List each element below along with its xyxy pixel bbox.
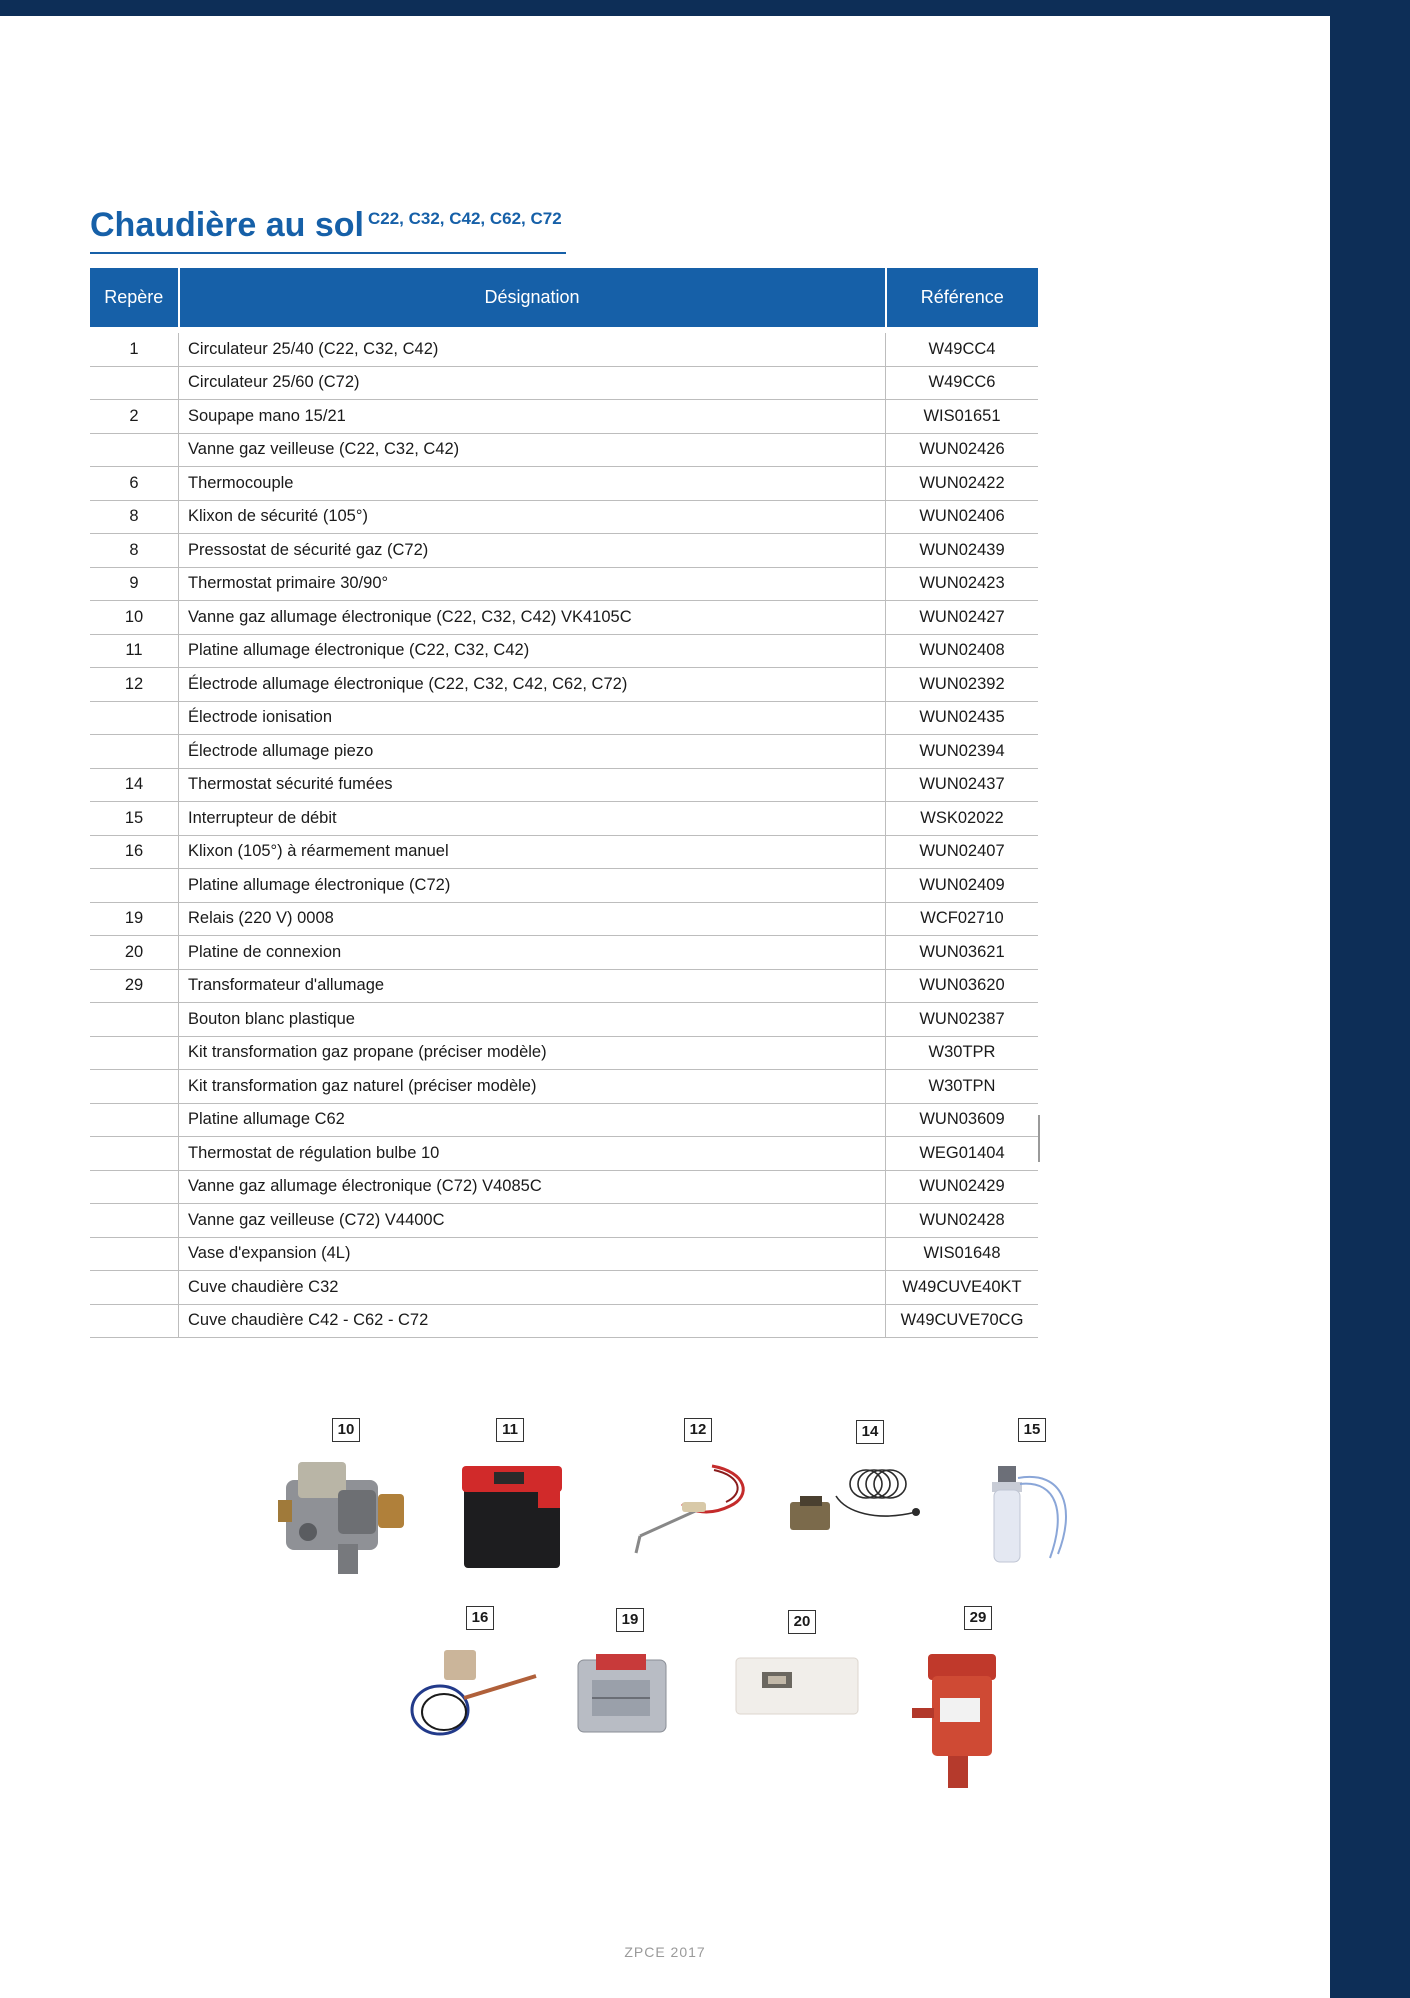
- designation-cell: Kit transformation gaz propane (préciser modèle): [179, 1036, 886, 1070]
- relay-photo: [568, 1650, 678, 1745]
- table-header-row: [90, 268, 1038, 330]
- repere-cell: 9: [90, 567, 179, 601]
- table-row: [90, 768, 1038, 802]
- reference-cell: WIS01651: [886, 400, 1039, 434]
- table-row: [90, 835, 1038, 869]
- photo-number-12: 12: [684, 1418, 712, 1442]
- repere-cell: 1: [90, 330, 179, 366]
- designation-cell: Vase d'expansion (4L): [179, 1237, 886, 1271]
- repere-cell: [90, 1170, 179, 1204]
- table-row: [90, 802, 1038, 836]
- reference-cell: W30TPN: [886, 1070, 1039, 1104]
- repere-cell: [90, 701, 179, 735]
- repere-cell: [90, 869, 179, 903]
- reference-cell: WUN02423: [886, 567, 1039, 601]
- repere-cell: [90, 1271, 179, 1305]
- margin-tick: [1038, 1115, 1040, 1162]
- reference-cell: W49CUVE40KT: [886, 1271, 1039, 1305]
- repere-cell: [90, 1304, 179, 1338]
- reference-cell: WUN02426: [886, 433, 1039, 467]
- reference-cell: WUN02439: [886, 534, 1039, 568]
- photo-number-29: 29: [964, 1606, 992, 1630]
- designation-cell: Klixon de sécurité (105°): [179, 500, 886, 534]
- designation-cell: Platine allumage électronique (C72): [179, 869, 886, 903]
- table-row: [90, 735, 1038, 769]
- flue-thermostat-photo: [786, 1462, 926, 1542]
- reference-cell: WUN02427: [886, 601, 1039, 635]
- table-row: [90, 1204, 1038, 1238]
- photo-number-11: 11: [496, 1418, 524, 1442]
- reference-cell: W30TPR: [886, 1036, 1039, 1070]
- header-designation: Désignation: [179, 268, 886, 330]
- table-row: [90, 1170, 1038, 1204]
- photo-number-15: 15: [1018, 1418, 1046, 1442]
- reference-cell: WUN02437: [886, 768, 1039, 802]
- table-row: [90, 1036, 1038, 1070]
- repere-cell: 8: [90, 500, 179, 534]
- designation-cell: Platine allumage C62: [179, 1103, 886, 1137]
- designation-cell: Circulateur 25/60 (C72): [179, 366, 886, 400]
- table-row: [90, 1237, 1038, 1271]
- repere-cell: 8: [90, 534, 179, 568]
- reference-cell: WUN03609: [886, 1103, 1039, 1137]
- designation-cell: Platine de connexion: [179, 936, 886, 970]
- photo-number-16: 16: [466, 1606, 494, 1630]
- reference-cell: WUN02409: [886, 869, 1039, 903]
- designation-cell: Interrupteur de débit: [179, 802, 886, 836]
- designation-cell: Kit transformation gaz naturel (préciser modèle): [179, 1070, 886, 1104]
- repere-cell: [90, 735, 179, 769]
- header-reference: Référence: [886, 268, 1039, 330]
- reference-cell: WUN02429: [886, 1170, 1039, 1204]
- repere-cell: [90, 1103, 179, 1137]
- electrode-photo: [622, 1458, 757, 1558]
- designation-cell: Transformateur d'allumage: [179, 969, 886, 1003]
- repere-cell: 10: [90, 601, 179, 635]
- designation-cell: Électrode allumage électronique (C22, C32, C42, C62, C72): [179, 668, 886, 702]
- reference-cell: WUN02392: [886, 668, 1039, 702]
- reference-cell: WUN02394: [886, 735, 1039, 769]
- designation-cell: Thermostat de régulation bulbe 10: [179, 1137, 886, 1171]
- designation-cell: Relais (220 V) 0008: [179, 902, 886, 936]
- repere-cell: 2: [90, 400, 179, 434]
- reference-cell: WUN03621: [886, 936, 1039, 970]
- reference-cell: WIS01648: [886, 1237, 1039, 1271]
- designation-cell: Vanne gaz veilleuse (C72) V4400C: [179, 1204, 886, 1238]
- table-row: [90, 1070, 1038, 1104]
- header-repere: Repère: [90, 268, 179, 330]
- connection-board-photo: [732, 1648, 862, 1728]
- gas-valve-photo: [278, 1452, 418, 1582]
- repere-cell: [90, 1036, 179, 1070]
- footer: ZPCE 2017: [624, 1944, 706, 1960]
- designation-cell: Électrode ionisation: [179, 701, 886, 735]
- designation-cell: Circulateur 25/40 (C22, C32, C42): [179, 330, 886, 366]
- ignition-board-photo: [458, 1458, 568, 1573]
- top-bar: [0, 0, 1330, 16]
- table-row: [90, 400, 1038, 434]
- table-row: [90, 634, 1038, 668]
- photo-number-10: 10: [332, 1418, 360, 1442]
- table-row: [90, 701, 1038, 735]
- reference-cell: WCF02710: [886, 902, 1039, 936]
- table-row: [90, 366, 1038, 400]
- table-row: [90, 1271, 1038, 1305]
- reference-cell: WUN02407: [886, 835, 1039, 869]
- repere-cell: [90, 1003, 179, 1037]
- photo-number-20: 20: [788, 1610, 816, 1634]
- parts-table-body: [90, 330, 1038, 1338]
- designation-cell: Soupape mano 15/21: [179, 400, 886, 434]
- reference-cell: WUN02406: [886, 500, 1039, 534]
- table-row: [90, 1137, 1038, 1171]
- photo-number-19: 19: [616, 1608, 644, 1632]
- repere-cell: [90, 1237, 179, 1271]
- reference-cell: W49CUVE70CG: [886, 1304, 1039, 1338]
- repere-cell: 11: [90, 634, 179, 668]
- table-row: [90, 969, 1038, 1003]
- parts-table: [90, 268, 1038, 1338]
- table-row: [90, 567, 1038, 601]
- designation-cell: Cuve chaudière C42 - C62 - C72: [179, 1304, 886, 1338]
- designation-cell: Vanne gaz veilleuse (C22, C32, C42): [179, 433, 886, 467]
- designation-cell: Vanne gaz allumage électronique (C22, C32, C42) VK4105C: [179, 601, 886, 635]
- table-row: [90, 534, 1038, 568]
- page-title-models: C22, C32, C42, C62, C72: [367, 209, 562, 228]
- flow-switch-photo: [984, 1458, 1084, 1578]
- designation-cell: Thermostat sécurité fumées: [179, 768, 886, 802]
- sidebar-label: PIÈCES DÉTACHÉES: [1301, 1838, 1319, 1998]
- page-title-text: Chaudière au sol: [90, 206, 364, 244]
- reference-cell: WUN02422: [886, 467, 1039, 501]
- repere-cell: 29: [90, 969, 179, 1003]
- repere-cell: [90, 366, 179, 400]
- table-row: [90, 467, 1038, 501]
- table-row: [90, 668, 1038, 702]
- repere-cell: 15: [90, 802, 179, 836]
- table-row: [90, 1304, 1038, 1338]
- designation-cell: Thermostat primaire 30/90°: [179, 567, 886, 601]
- table-row: [90, 601, 1038, 635]
- title-underline: [90, 252, 566, 254]
- repere-cell: [90, 1204, 179, 1238]
- reference-cell: WUN02435: [886, 701, 1039, 735]
- repere-cell: 20: [90, 936, 179, 970]
- reference-cell: WUN02428: [886, 1204, 1039, 1238]
- table-row: [90, 869, 1038, 903]
- designation-cell: Bouton blanc plastique: [179, 1003, 886, 1037]
- sidebar: [1301, 0, 1410, 1998]
- table-row: [90, 936, 1038, 970]
- reference-cell: W49CC6: [886, 366, 1039, 400]
- table-row: [90, 500, 1038, 534]
- repere-cell: 19: [90, 902, 179, 936]
- reference-cell: WUN02408: [886, 634, 1039, 668]
- transformer-photo: [908, 1646, 1018, 1796]
- repere-cell: 14: [90, 768, 179, 802]
- reference-cell: W49CC4: [886, 330, 1039, 366]
- designation-cell: Klixon (105°) à réarmement manuel: [179, 835, 886, 869]
- repere-cell: 6: [90, 467, 179, 501]
- reference-cell: WUN02387: [886, 1003, 1039, 1037]
- photo-number-14: 14: [856, 1420, 884, 1444]
- repere-cell: 16: [90, 835, 179, 869]
- reference-cell: WSK02022: [886, 802, 1039, 836]
- table-row: [90, 1103, 1038, 1137]
- repere-cell: [90, 1070, 179, 1104]
- designation-cell: Thermocouple: [179, 467, 886, 501]
- page-title: [90, 206, 562, 245]
- designation-cell: Vanne gaz allumage électronique (C72) V4085C: [179, 1170, 886, 1204]
- reference-cell: WEG01404: [886, 1137, 1039, 1171]
- table-row: [90, 330, 1038, 366]
- reference-cell: WUN03620: [886, 969, 1039, 1003]
- designation-cell: Platine allumage électronique (C22, C32, C42): [179, 634, 886, 668]
- repere-cell: [90, 433, 179, 467]
- designation-cell: Électrode allumage piezo: [179, 735, 886, 769]
- table-row: [90, 433, 1038, 467]
- designation-cell: Pressostat de sécurité gaz (C72): [179, 534, 886, 568]
- repere-cell: [90, 1137, 179, 1171]
- designation-cell: Cuve chaudière C32: [179, 1271, 886, 1305]
- table-row: [90, 1003, 1038, 1037]
- klixon-photo: [404, 1646, 544, 1746]
- table-row: [90, 902, 1038, 936]
- repere-cell: 12: [90, 668, 179, 702]
